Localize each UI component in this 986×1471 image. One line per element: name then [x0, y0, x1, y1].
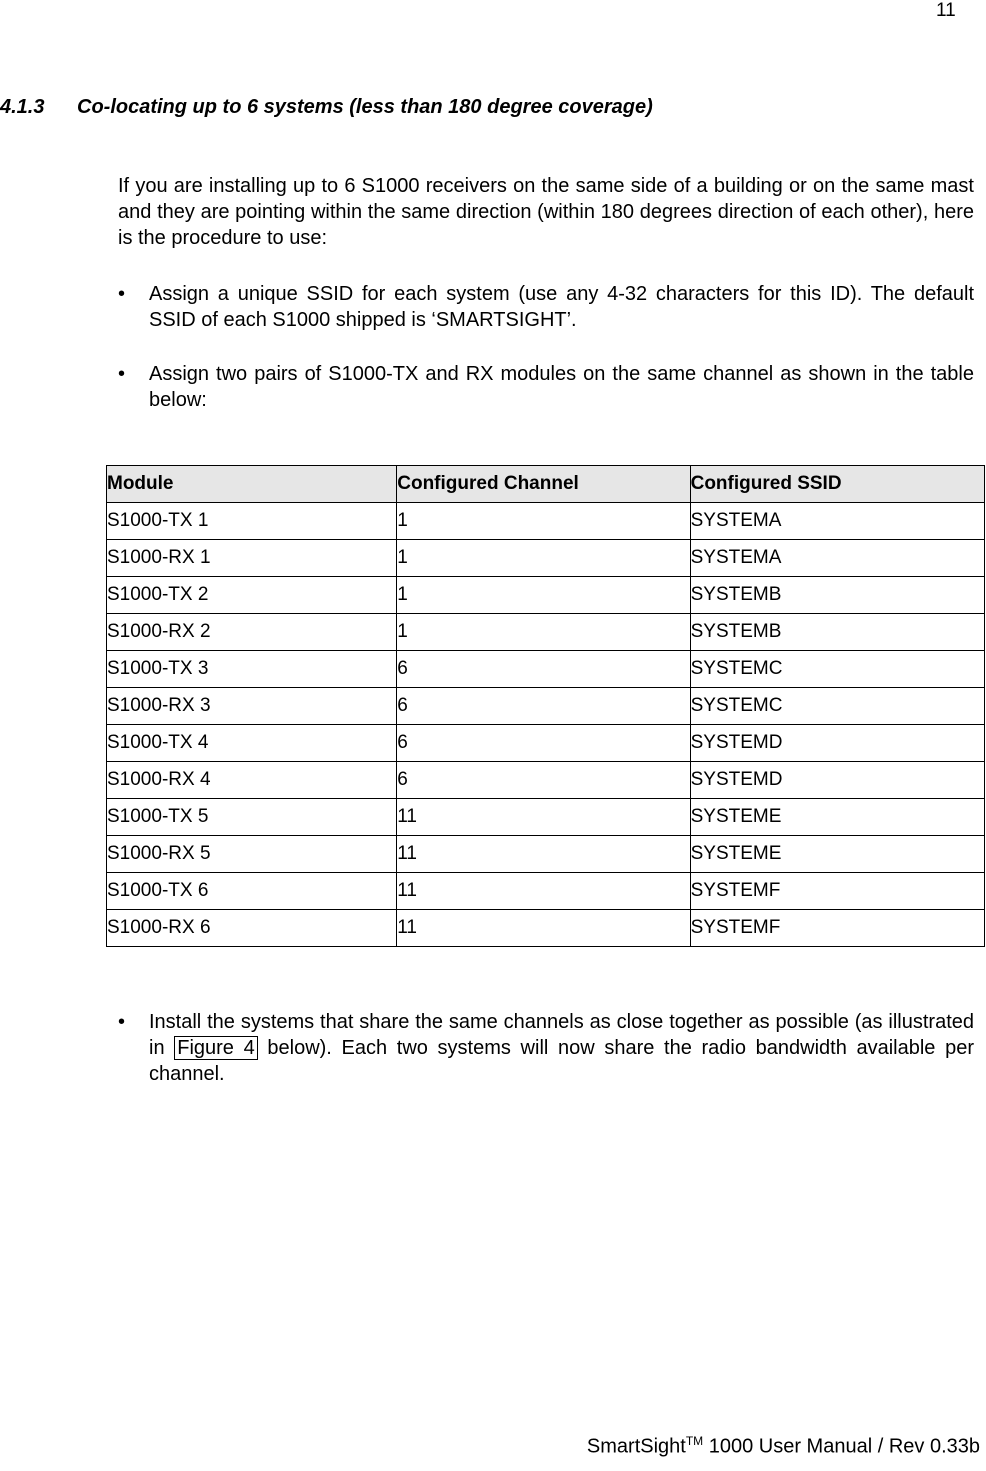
table-row [107, 651, 985, 688]
cell-channel: 6 [397, 762, 690, 799]
table-row [107, 688, 985, 725]
bullet-item-ssid [118, 281, 974, 333]
cell-channel: 11 [397, 799, 690, 836]
section-title: Co-locating up to 6 systems (less than 180 degree coverage) [77, 96, 653, 118]
cell-module: S1000-TX 2 [107, 577, 397, 614]
cell-module: S1000-TX 1 [107, 503, 397, 540]
column-header-ssid: Configured SSID [690, 466, 984, 503]
bullet-icon: • [118, 1011, 126, 1033]
cell-module: S1000-TX 3 [107, 651, 397, 688]
footer-product: SmartSight [586, 1435, 686, 1458]
cell-module: S1000-TX 4 [107, 725, 397, 762]
trademark-mark: TM [685, 1434, 704, 1448]
cell-channel: 11 [397, 836, 690, 873]
table-row [107, 725, 985, 762]
cell-ssid: SYSTEMF [690, 873, 984, 910]
cell-module: S1000-RX 3 [107, 688, 397, 725]
cell-ssid: SYSTEMA [690, 503, 984, 540]
cell-ssid: SYSTEMD [690, 762, 984, 799]
bullet-icon: • [118, 283, 126, 305]
cell-channel: 1 [397, 540, 690, 577]
table-row [107, 503, 985, 540]
cell-channel: 11 [397, 910, 690, 947]
intro-paragraph: If you are installing up to 6 S1000 receivers on the same side of a building or on the same mast and they are pointing within the same direction (within 180 degrees direction of each other), here is the procedure to use: [118, 175, 974, 249]
bullet-item-install [118, 1009, 974, 1087]
table-row [107, 910, 985, 947]
cell-channel: 1 [397, 503, 690, 540]
cell-channel: 1 [397, 577, 690, 614]
section-number: 4.1.3 [0, 96, 45, 118]
cell-ssid: SYSTEMD [690, 725, 984, 762]
table-row [107, 614, 985, 651]
cell-ssid: SYSTEMF [690, 910, 984, 947]
cell-ssid: SYSTEMB [690, 577, 984, 614]
column-header-module: Module [107, 466, 397, 503]
cell-module: S1000-TX 6 [107, 873, 397, 910]
table-row [107, 873, 985, 910]
cell-module: S1000-RX 6 [107, 910, 397, 947]
figure-4-link[interactable]: Figure 4 [174, 1036, 257, 1060]
cell-module: S1000-RX 1 [107, 540, 397, 577]
cell-channel: 6 [397, 651, 690, 688]
bullet-text-end: below). Each two systems will now share the radio bandwidth available per channel. [149, 1037, 974, 1085]
page-number: 11 [936, 0, 956, 21]
channel-table [106, 465, 985, 947]
footer-manual-info: 1000 User Manual / Rev 0.33b [703, 1435, 980, 1458]
cell-module: S1000-TX 5 [107, 799, 397, 836]
table-row [107, 799, 985, 836]
cell-ssid: SYSTEMB [690, 614, 984, 651]
cell-ssid: SYSTEMC [690, 688, 984, 725]
column-header-channel: Configured Channel [397, 466, 690, 503]
cell-module: S1000-RX 5 [107, 836, 397, 873]
table-row [107, 836, 985, 873]
cell-ssid: SYSTEME [690, 799, 984, 836]
bullet-text: Assign a unique SSID for each system (use any 4-32 characters for this ID). The default SSID of each S1000 shipped is ‘SMARTSIGHT’. [149, 283, 974, 331]
bullet-icon: • [118, 363, 126, 385]
bullet-text: Assign two pairs of S1000-TX and RX modules on the same channel as shown in the table below: [149, 363, 974, 411]
bullet-text-start: Install the systems that share the same channels as close together as possible (as illustrated in [149, 1011, 974, 1059]
bullet-item-pairs [118, 361, 974, 413]
cell-channel: 11 [397, 873, 690, 910]
table-row [107, 762, 985, 799]
cell-channel: 6 [397, 688, 690, 725]
cell-ssid: SYSTEME [690, 836, 984, 873]
cell-channel: 6 [397, 725, 690, 762]
table-row [107, 577, 985, 614]
bullet-text [149, 1009, 974, 1087]
page-footer [587, 1434, 980, 1459]
cell-channel: 1 [397, 614, 690, 651]
table-row [107, 540, 985, 577]
cell-module: S1000-RX 2 [107, 614, 397, 651]
cell-module: S1000-RX 4 [107, 762, 397, 799]
table-header-row [107, 466, 985, 503]
section-heading [0, 96, 653, 119]
cell-ssid: SYSTEMA [690, 540, 984, 577]
cell-ssid: SYSTEMC [690, 651, 984, 688]
